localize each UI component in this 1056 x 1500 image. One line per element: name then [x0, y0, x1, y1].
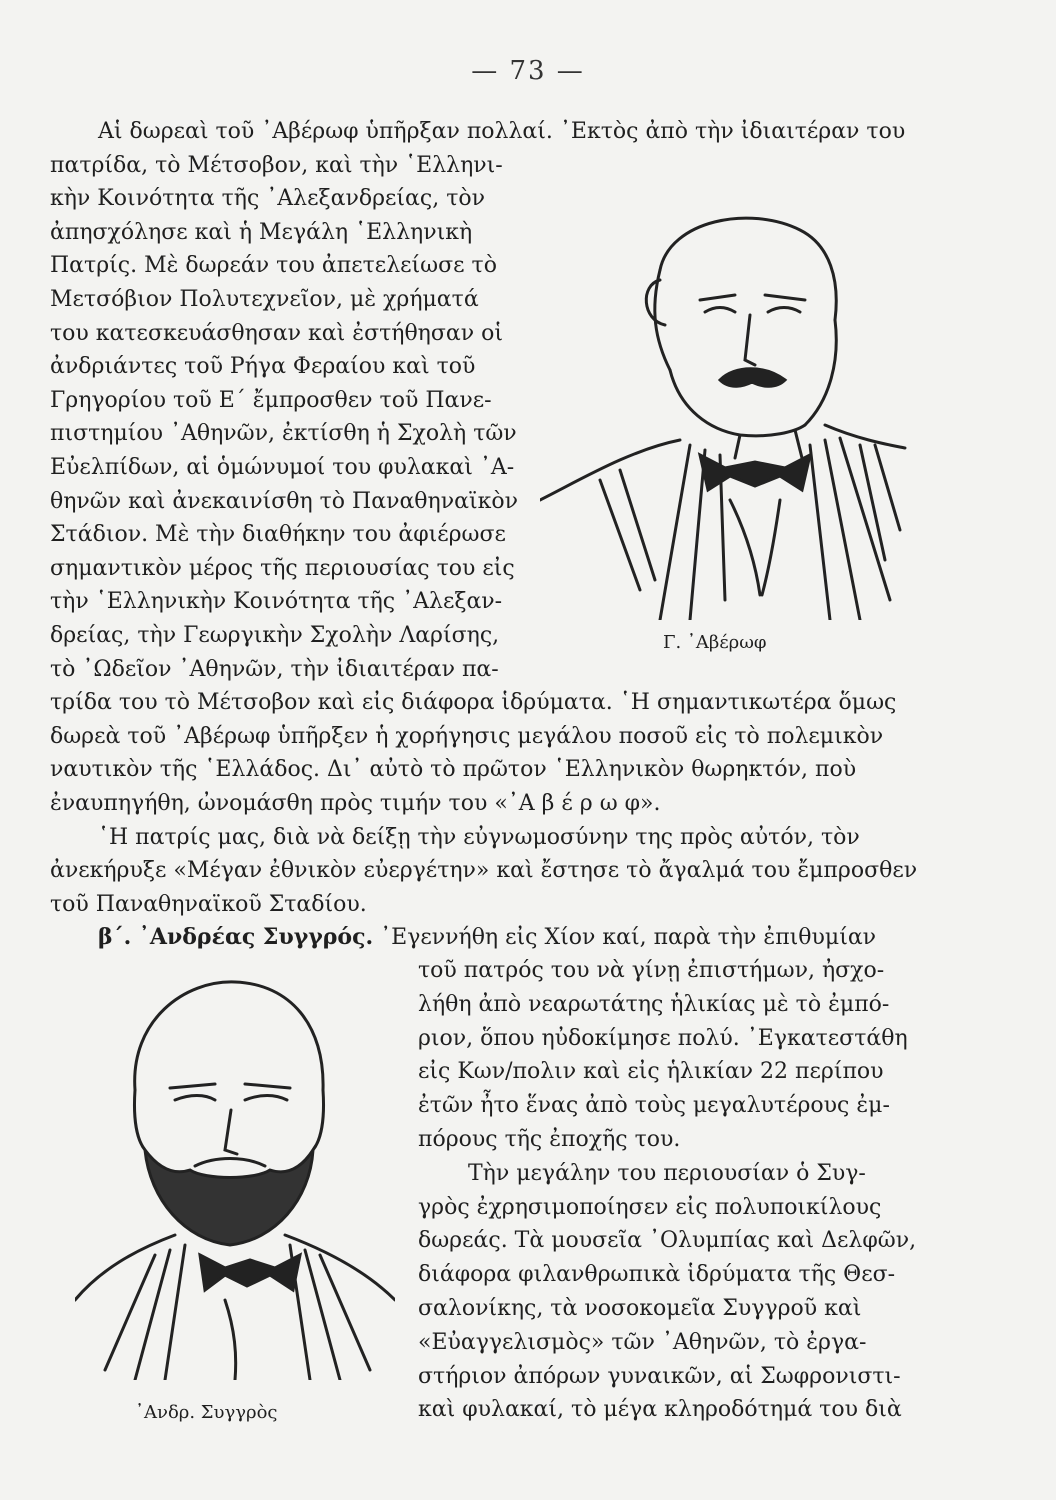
averof-text-line: κὴν Κοινότητα τῆς ᾿Αλεξανδρείας, τὸν — [50, 186, 485, 212]
page-number: — 73 — — [471, 56, 585, 86]
syngros-heading-line — [98, 922, 876, 953]
averof-text-line: σημαντικὸν μέρος τῆς περιουσίας του εἰς — [50, 555, 515, 581]
averof-text-line: τρίδα του τὸ Μέτσοβον καὶ εἰς διάφορα ἱδρύματα. ῾Η σημαντικωτέρα ὅμως — [50, 690, 897, 716]
syngros-text-line: σαλονίκης, τὰ νοσοκομεῖα Συγγροῦ καὶ — [418, 1296, 862, 1321]
averof-text-line: δωρεὰ τοῦ ᾿Αβέρωφ ὑπῆρξεν ἡ χορήγησις μεγάλου ποσοῦ εἰς τὸ πολεμικὸν — [50, 723, 884, 749]
syngros-text-line: γρὸς ἐχρησιμοποίησεν εἰς πολυποικίλους — [418, 1194, 882, 1220]
averof-text-line: τὸ ᾿Ωδεῖον ᾿Αθηνῶν, τὴν ἰδιαιτέραν πα- — [50, 656, 499, 682]
syngros-text-line: «Εὐαγγελισμὸς» τῶν ᾿Αθηνῶν, τὸ ἐργα- — [418, 1329, 867, 1355]
averof-text-line: δρείας, τὴν Γεωργικὴν Σχολὴν Λαρίσης, — [50, 623, 500, 648]
syngros-caption: ᾿Ανδρ. Συγγρὸς — [135, 1402, 278, 1423]
averof-caption: Γ. ᾿Αβέρωφ — [663, 632, 767, 653]
averof-text-line: πατρίδα, τὸ Μέτσοβον, καὶ τὴν ῾Ελληνι- — [50, 152, 503, 178]
averof-text-line: του κατεσκευάσθησαν καὶ ἐστήθησαν οἱ — [50, 320, 503, 346]
averof-text-line: θηνῶν καὶ ἀνεκαινίσθη τὸ Παναθηναϊκὸν — [50, 488, 518, 514]
averof-text-line: Γρηγορίου τοῦ Ε΄ ἔμπροσθεν τοῦ Πανε- — [50, 387, 492, 413]
averof-text-line: πιστημίου ᾿Αθηνῶν, ἐκτίσθη ἡ Σχολὴ τῶν — [50, 421, 517, 447]
syngros-heading: β΄. ᾿Ανδρέας Συγγρός. — [98, 924, 374, 950]
syngros-text-line: Τὴν μεγάλην του περιουσίαν ὁ Συγ- — [468, 1160, 866, 1186]
averof-portrait — [540, 200, 910, 620]
syngros-first-line: ᾿Εγεννήθη εἰς Χίον καί, παρὰ τὴν ἐπιθυμίαν — [380, 925, 877, 950]
syngros-text-line: τοῦ πατρός του νὰ γίνῃ ἐπιστήμων, ἠσχο- — [418, 958, 885, 983]
averof-text-line: Πατρίς. Μὲ δωρεάν του ἀπετελείωσε τὸ — [50, 253, 497, 279]
syngros-portrait — [75, 970, 395, 1380]
averof-text-line: ἐναυπηγήθη, ὠνομάσθη πρὸς τιμήν του «᾿Α β έ ρ ω φ». — [50, 791, 661, 816]
syngros-text-line: πόρους τῆς ἐποχῆς του. — [418, 1127, 681, 1152]
averof-text-line: Μετσόβιον Πολυτεχνεῖον, μὲ χρήματά — [50, 287, 479, 312]
syngros-text-line: διάφορα φιλανθρωπικὰ ἱδρύματα τῆς Θεσ- — [418, 1262, 896, 1288]
syngros-text-line: λήθη ἀπὸ νεαρωτάτης ἡλικίας μὲ τὸ ἐμπό- — [418, 991, 890, 1017]
syngros-text-line: εἰς Κων/πολιν καὶ εἰς ἡλικίαν 22 περίπου — [418, 1059, 884, 1085]
syngros-text-line: ριον, ὅπου ηὐδοκίμησε πολύ. ᾿Εγκατεστάθη — [418, 1025, 908, 1051]
averof-text-line: τὴν ῾Ελληνικὴν Κοινότητα τῆς ᾿Αλεξαν- — [50, 589, 503, 615]
averof-text-line: ναυτικὸν τῆς ῾Ελλάδος. Δι᾿ αὐτὸ τὸ πρῶτον ῾Ελληνικὸν θωρηκτόν, ποὺ — [50, 757, 857, 783]
averof-text-line: Στάδιον. Μὲ τὴν διαθήκην του ἀφιέρωσε — [50, 522, 506, 548]
averof-text-line: Αἱ δωρεαὶ τοῦ ᾿Αβέρωφ ὑπῆρξαν πολλαί. ᾿Εκτὸς ἀπὸ τὴν ἰδιαιτέραν του — [98, 119, 906, 144]
averof-text-line: τοῦ Παναθηναϊκοῦ Σταδίου. — [50, 891, 367, 917]
averof-text-line: ῾Η πατρίς μας, διὰ νὰ δείξῃ τὴν εὐγνωμοσύνην της πρὸς αὐτόν, τὸν — [98, 824, 860, 850]
averof-text-line: ἀνδριάντες τοῦ Ρήγα Φεραίου καὶ τοῦ — [50, 354, 476, 380]
syngros-text-line: ἐτῶν ἦτο ἕνας ἀπὸ τοὺς μεγαλυτέρους ἐμ- — [418, 1093, 890, 1119]
syngros-text-line: καὶ φυλακαί, τὸ μέγα κληροδότημά του διὰ — [418, 1397, 902, 1423]
averof-text-line: ἀνεκήρυξε «Μέγαν ἐθνικὸν εὐεργέτην» καὶ ἔστησε τὸ ἄγαλμά του ἔμπροσθεν — [50, 858, 918, 884]
syngros-text-line: στήριον ἀπόρων γυναικῶν, αἱ Σωφρονιστι- — [418, 1363, 901, 1389]
syngros-text-line: δωρεάς. Τὰ μουσεῖα ᾿Ολυμπίας καὶ Δελφῶν, — [418, 1228, 917, 1254]
averof-text-line: ἀπησχόλησε καὶ ἡ Μεγάλη ῾Ελληνικὴ — [50, 219, 473, 245]
averof-text-line: Εὐελπίδων, αἱ ὁμώνυμοί του φυλακαὶ ᾿Α- — [50, 455, 515, 480]
